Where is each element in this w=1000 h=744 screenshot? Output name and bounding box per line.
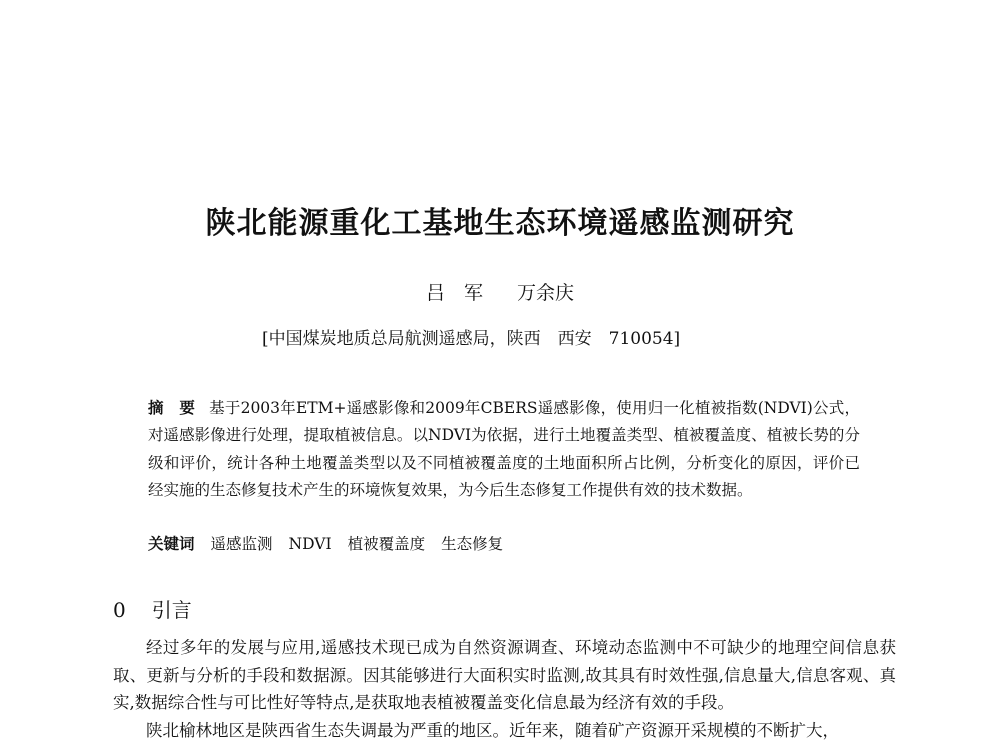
- keyword-item: 植被覆盖度: [347, 535, 426, 553]
- keyword-item: 生态修复: [441, 535, 504, 553]
- section-number: 0: [113, 598, 126, 622]
- body-paragraph: 陕北榆林地区是陕西省生态失调最为严重的地区。近年来，随着矿产资源开采规模的不断扩大，: [146, 720, 839, 740]
- body-text: [113, 634, 896, 744]
- keywords-label: 关键词: [148, 535, 195, 553]
- abstract: [148, 395, 860, 505]
- section-heading: [113, 596, 192, 624]
- keyword-item: 遥感监测: [210, 535, 273, 553]
- keyword-item: NDVI: [288, 535, 332, 553]
- paper-title: 陕北能源重化工基地生态环境遥感监测研究: [205, 206, 795, 241]
- author-name: 吕 军: [425, 282, 483, 304]
- author-name: 万余庆: [517, 282, 575, 304]
- abstract-text: 基于2003年ETM+遥感影像和2009年CBERS遥感影像，使用归一化植被指数(NDVI)公式，对遥感影像进行处理，提取植被信息。以NDVI为依据，进行土地覆盖类型、植被覆盖度、植被长势的分级和评价，统计各种土地覆盖类型以及不同植被覆盖度的土地面积所占比例，分析变化的原因，评价已经实施的生态修复技术产生的环境恢复效果，为今后生态修复工作提供有效的技术数据。: [148, 399, 860, 500]
- keywords: [148, 531, 860, 558]
- body-paragraph: 经过多年的发展与应用,遥感技术现已成为自然资源调查、环境动态监测中不可缺少的地理空间信息获取、更新与分析的手段和数据源。因其能够进行大面积实时监测,故其具有时效性强,信息量大,信息客观、真实,数据综合性与可比性好等特点,是获取地表植被覆盖变化信息最为经济有效的手段。: [113, 638, 896, 713]
- abstract-label: 摘 要: [148, 399, 196, 417]
- section-title: 引言: [151, 598, 192, 622]
- author-affiliation: [中国煤炭地质总局航测遥感局，陕西 西安 710054]: [262, 329, 681, 349]
- author-list: [0, 279, 1000, 307]
